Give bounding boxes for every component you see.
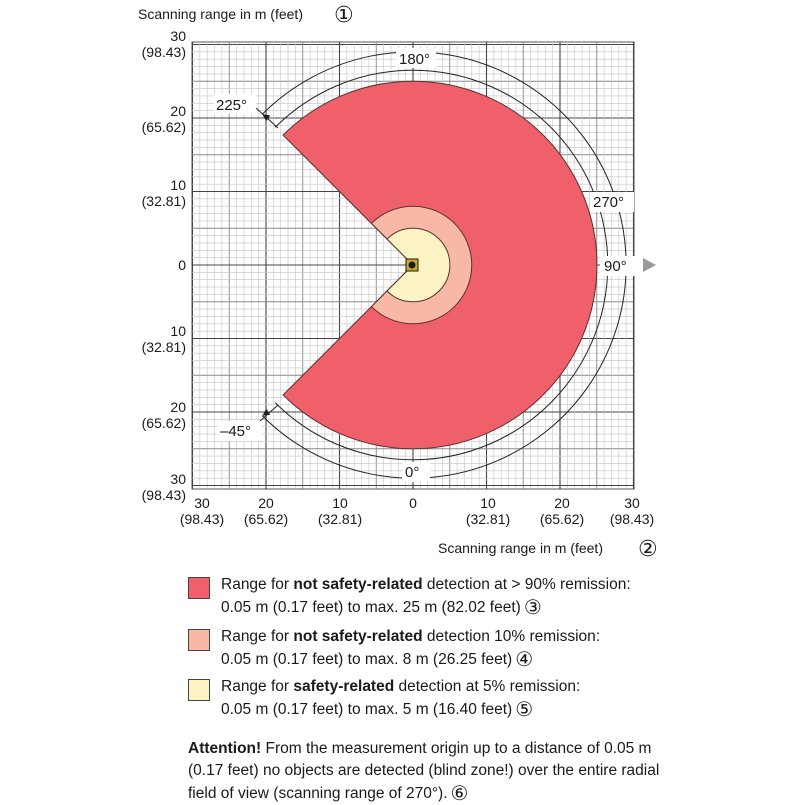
y-tick-value: 30 xyxy=(170,471,186,487)
x-tick-value: 30 xyxy=(624,495,640,511)
angle-0-label: 0° xyxy=(405,464,420,481)
legend-range: 0.05 m (0.17 feet) to max. 5 m (16.40 feet) xyxy=(221,701,513,718)
y-tick-feet: (65.62) xyxy=(141,415,186,431)
angle-minus45-label: –45° xyxy=(220,423,252,440)
x-tick-feet: (98.43) xyxy=(609,511,655,527)
x-tick-value: 10 xyxy=(480,495,496,511)
x-tick-feet: (65.62) xyxy=(243,511,289,527)
x-tick-value: 20 xyxy=(258,495,274,511)
y-tick-value: 10 xyxy=(170,323,186,339)
y-tick-value: 20 xyxy=(170,399,186,415)
legend-marker: ③ xyxy=(523,595,542,619)
angle-270-label: 270° xyxy=(593,194,625,211)
y-tick-value: 10 xyxy=(170,177,186,193)
legend-range: 0.05 m (0.17 feet) to max. 25 m (82.02 feet) xyxy=(221,599,521,616)
x-tick-value: 20 xyxy=(554,495,570,511)
y-tick-feet: (32.81) xyxy=(141,339,186,355)
x-axis-title: Scanning range in m (feet) xyxy=(438,540,603,556)
x-axis-marker: ② xyxy=(638,537,658,562)
attention-marker: ⑥ xyxy=(450,781,469,805)
x-tick-feet: (65.62) xyxy=(539,511,585,527)
legend-text: detection at > 90% remission: xyxy=(422,576,631,593)
legend-swatch xyxy=(188,577,210,599)
x-tick-labels xyxy=(180,495,654,527)
y-tick-feet: (98.43) xyxy=(141,44,186,60)
angle-225-label: 225° xyxy=(216,97,248,114)
angle-180-label: 180° xyxy=(399,51,431,68)
legend-range: 0.05 m (0.17 feet) to max. 8 m (26.25 feet) xyxy=(221,651,513,668)
x-tick-value: 30 xyxy=(194,495,210,511)
x-tick-feet: (32.81) xyxy=(465,511,511,527)
y-tick-value: 0 xyxy=(178,257,186,273)
legend-text: detection at 5% remission: xyxy=(394,678,581,695)
legend-text: Range for xyxy=(221,678,294,695)
y-tick-feet: (98.43) xyxy=(141,487,186,503)
y-axis-title: Scanning range in m (feet) xyxy=(138,6,303,22)
x-tick-value: 10 xyxy=(332,495,348,511)
legend-bold: not safety-related xyxy=(293,576,423,593)
attention-note xyxy=(188,738,668,805)
legend-text: Range for xyxy=(221,628,294,645)
legend-marker: ⑤ xyxy=(515,697,534,721)
x-tick-feet: (98.43) xyxy=(179,511,225,527)
y-axis-marker: ① xyxy=(334,3,354,28)
legend-bold: not safety-related xyxy=(293,628,423,645)
x-tick-feet: (32.81) xyxy=(317,511,363,527)
legend-text: Range for xyxy=(221,576,294,593)
legend-text: detection 10% remission: xyxy=(422,628,601,645)
y-tick-labels xyxy=(142,28,187,503)
legend-swatch xyxy=(188,629,210,651)
angle-90-label: 90° xyxy=(604,258,627,275)
attention-label: Attention! xyxy=(188,740,262,757)
legend-bold: safety-related xyxy=(293,678,395,695)
attention-text: From the measurement origin up to a distance of 0.05 m (0.17 feet) no objects are detected (blind zone!) over the entire radial field of view (scanning range of 270°). xyxy=(188,740,660,802)
scanner-origin-dot xyxy=(409,262,416,269)
x-tick-value: 0 xyxy=(409,495,417,511)
y-tick-value: 20 xyxy=(170,103,186,119)
y-tick-value: 30 xyxy=(170,28,186,44)
legend-swatch xyxy=(188,679,210,701)
y-tick-feet: (65.62) xyxy=(141,119,186,135)
y-tick-feet: (32.81) xyxy=(141,193,186,209)
legend-marker: ④ xyxy=(515,647,534,671)
scan-direction-arrow-icon xyxy=(643,258,656,272)
